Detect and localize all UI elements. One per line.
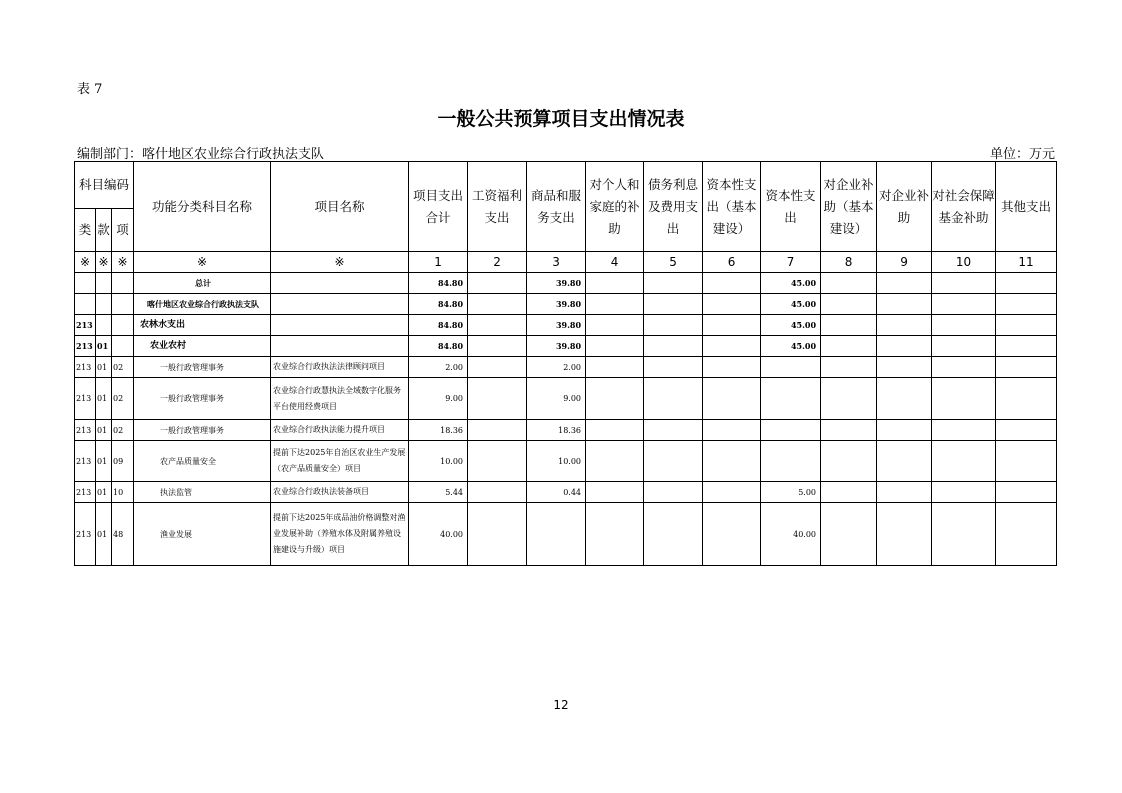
- value-cell: 45.00: [761, 294, 821, 315]
- value-cell: 5.44: [409, 482, 468, 503]
- table-body: [75, 273, 1057, 566]
- xiang-cell: [112, 294, 134, 315]
- value-cell: [761, 378, 821, 420]
- index-cell: 11: [996, 252, 1057, 273]
- value-cell: [703, 482, 761, 503]
- unit-label: 单位：万元: [990, 147, 1056, 162]
- value-cell: 0.44: [527, 482, 586, 503]
- col-header: 对个人和家庭的补助: [586, 162, 644, 252]
- proj-name-cell: [271, 294, 409, 315]
- value-cell: [932, 357, 996, 378]
- xiang-cell: [112, 315, 134, 336]
- value-cell: [877, 503, 932, 566]
- table-row: [75, 273, 1057, 294]
- func-name-header: 功能分类科目名称: [134, 162, 271, 252]
- proj-name-cell: 提前下达2025年自治区农业生产发展（农产品质量安全）项目: [271, 441, 409, 482]
- index-cell: 9: [877, 252, 932, 273]
- value-cell: [468, 357, 527, 378]
- value-cell: [586, 420, 644, 441]
- col-header: 其他支出: [996, 162, 1057, 252]
- lei-header: 类: [75, 209, 96, 252]
- value-cell: [996, 420, 1057, 441]
- table-row: [75, 420, 1057, 441]
- value-cell: [821, 420, 877, 441]
- value-cell: 84.80: [409, 294, 468, 315]
- value-cell: 45.00: [761, 273, 821, 294]
- value-cell: [586, 315, 644, 336]
- index-cell: 10: [932, 252, 996, 273]
- col-header: 项目支出合计: [409, 162, 468, 252]
- func-name-cell: 喀什地区农业综合行政执法支队: [134, 294, 271, 315]
- col-header: 对企业补助（基本建设）: [821, 162, 877, 252]
- mark-cell: ※: [134, 252, 271, 273]
- value-cell: [703, 420, 761, 441]
- func-name-cell: 农业农村: [134, 336, 271, 357]
- xiang-cell: 02: [112, 357, 134, 378]
- value-cell: [821, 294, 877, 315]
- lei-cell: 213: [75, 315, 96, 336]
- mark-cell: ※: [96, 252, 112, 273]
- index-cell: 8: [821, 252, 877, 273]
- value-cell: 40.00: [409, 503, 468, 566]
- value-cell: 84.80: [409, 273, 468, 294]
- mark-cell: ※: [271, 252, 409, 273]
- value-cell: [996, 315, 1057, 336]
- value-cell: [996, 336, 1057, 357]
- func-name-cell: 执法监管: [134, 482, 271, 503]
- value-cell: [586, 273, 644, 294]
- col-header: 债务利息及费用支出: [644, 162, 703, 252]
- value-cell: [877, 294, 932, 315]
- value-cell: [996, 441, 1057, 482]
- value-cell: 39.80: [527, 336, 586, 357]
- value-cell: [468, 420, 527, 441]
- table-row: [75, 336, 1057, 357]
- kuan-cell: 01: [96, 420, 112, 441]
- value-cell: [644, 378, 703, 420]
- value-cell: [821, 482, 877, 503]
- func-name-cell: 总计: [134, 273, 271, 294]
- value-cell: [644, 315, 703, 336]
- value-cell: [932, 378, 996, 420]
- table-row: [75, 294, 1057, 315]
- value-cell: [821, 378, 877, 420]
- value-cell: [703, 336, 761, 357]
- value-cell: 40.00: [761, 503, 821, 566]
- value-cell: 39.80: [527, 315, 586, 336]
- lei-cell: 213: [75, 482, 96, 503]
- value-cell: [821, 315, 877, 336]
- value-cell: [468, 273, 527, 294]
- func-name-cell: 一般行政管理事务: [134, 357, 271, 378]
- department-label: 编制部门：喀什地区农业综合行政执法支队: [77, 147, 325, 162]
- xiang-cell: 48: [112, 503, 134, 566]
- value-cell: 18.36: [409, 420, 468, 441]
- value-cell: [761, 357, 821, 378]
- table-row: [75, 378, 1057, 420]
- value-cell: [703, 315, 761, 336]
- lei-cell: 213: [75, 441, 96, 482]
- value-cell: [877, 420, 932, 441]
- value-cell: [877, 378, 932, 420]
- value-cell: 10.00: [409, 441, 468, 482]
- value-cell: [703, 378, 761, 420]
- value-cell: [644, 357, 703, 378]
- xiang-cell: 02: [112, 420, 134, 441]
- value-cell: 39.80: [527, 294, 586, 315]
- kuan-header: 款: [96, 209, 112, 252]
- func-name-cell: 一般行政管理事务: [134, 420, 271, 441]
- col-header: 工资福利支出: [468, 162, 527, 252]
- value-cell: [877, 357, 932, 378]
- value-cell: [644, 482, 703, 503]
- value-cell: [644, 294, 703, 315]
- page-number: 12: [553, 698, 569, 712]
- value-cell: [821, 441, 877, 482]
- kuan-cell: 01: [96, 482, 112, 503]
- value-cell: 84.80: [409, 315, 468, 336]
- table-row: [75, 441, 1057, 482]
- col-header: 商品和服务支出: [527, 162, 586, 252]
- expenditure-table: [74, 161, 1057, 566]
- value-cell: [877, 441, 932, 482]
- value-cell: [586, 441, 644, 482]
- proj-name-cell: [271, 315, 409, 336]
- value-cell: 45.00: [761, 336, 821, 357]
- value-cell: 2.00: [409, 357, 468, 378]
- value-cell: [932, 294, 996, 315]
- value-cell: [996, 294, 1057, 315]
- value-cell: [468, 378, 527, 420]
- value-cell: [644, 336, 703, 357]
- kuan-cell: 01: [96, 503, 112, 566]
- index-cell: 6: [703, 252, 761, 273]
- value-cell: [527, 503, 586, 566]
- index-row: [75, 252, 1057, 273]
- value-cell: [821, 503, 877, 566]
- kuan-cell: 01: [96, 378, 112, 420]
- index-cell: 7: [761, 252, 821, 273]
- value-cell: [586, 378, 644, 420]
- lei-cell: 213: [75, 336, 96, 357]
- func-name-cell: 农产品质量安全: [134, 441, 271, 482]
- value-cell: [468, 503, 527, 566]
- value-cell: [644, 503, 703, 566]
- proj-name-cell: [271, 273, 409, 294]
- index-cell: 5: [644, 252, 703, 273]
- func-name-cell: 农林水支出: [134, 315, 271, 336]
- table-number: 表 7: [77, 82, 103, 97]
- lei-cell: 213: [75, 420, 96, 441]
- lei-cell: 213: [75, 357, 96, 378]
- value-cell: [996, 273, 1057, 294]
- value-cell: 9.00: [527, 378, 586, 420]
- value-cell: [586, 294, 644, 315]
- value-cell: 39.80: [527, 273, 586, 294]
- value-cell: [468, 294, 527, 315]
- value-cell: [996, 357, 1057, 378]
- header-row: [75, 162, 1057, 209]
- proj-name-cell: [271, 336, 409, 357]
- value-cell: [932, 315, 996, 336]
- kuan-cell: 01: [96, 441, 112, 482]
- value-cell: [468, 482, 527, 503]
- value-cell: [468, 315, 527, 336]
- subject-code-header: 科目编码: [75, 162, 134, 209]
- value-cell: [877, 315, 932, 336]
- proj-name-cell: 提前下达2025年成品油价格调整对渔业发展补助（养殖水体及附属养殖设施建设与升级）项目: [271, 503, 409, 566]
- value-cell: [877, 482, 932, 503]
- value-cell: [996, 482, 1057, 503]
- proj-name-cell: 农业综合行政执法法律顾问项目: [271, 357, 409, 378]
- value-cell: [932, 420, 996, 441]
- lei-cell: [75, 294, 96, 315]
- value-cell: 10.00: [527, 441, 586, 482]
- value-cell: [468, 336, 527, 357]
- col-header: 对企业补助: [877, 162, 932, 252]
- value-cell: [644, 273, 703, 294]
- kuan-cell: [96, 294, 112, 315]
- col-header: 资本性支出（基本建设）: [703, 162, 761, 252]
- value-cell: [468, 441, 527, 482]
- value-cell: [932, 441, 996, 482]
- value-cell: [703, 294, 761, 315]
- value-cell: [821, 336, 877, 357]
- value-cell: 18.36: [527, 420, 586, 441]
- lei-cell: 213: [75, 503, 96, 566]
- xiang-cell: 09: [112, 441, 134, 482]
- table-row: [75, 315, 1057, 336]
- value-cell: [703, 357, 761, 378]
- xiang-header: 项: [112, 209, 134, 252]
- value-cell: [644, 420, 703, 441]
- value-cell: 5.00: [761, 482, 821, 503]
- lei-cell: 213: [75, 378, 96, 420]
- value-cell: [821, 357, 877, 378]
- index-cell: 3: [527, 252, 586, 273]
- table-row: [75, 357, 1057, 378]
- kuan-cell: 01: [96, 357, 112, 378]
- kuan-cell: 01: [96, 336, 112, 357]
- value-cell: [996, 378, 1057, 420]
- value-cell: [586, 482, 644, 503]
- col-header: 资本性支出: [761, 162, 821, 252]
- col-header: 对社会保障基金补助: [932, 162, 996, 252]
- value-cell: [932, 482, 996, 503]
- value-cell: [644, 441, 703, 482]
- value-cell: [761, 420, 821, 441]
- value-cell: [996, 503, 1057, 566]
- index-cell: 4: [586, 252, 644, 273]
- value-cell: 84.80: [409, 336, 468, 357]
- page-title: 一般公共预算项目支出情况表: [437, 108, 685, 130]
- value-cell: [877, 273, 932, 294]
- value-cell: [586, 336, 644, 357]
- proj-name-header: 项目名称: [271, 162, 409, 252]
- value-cell: 45.00: [761, 315, 821, 336]
- proj-name-cell: 农业综合行政执法装备项目: [271, 482, 409, 503]
- value-cell: [703, 441, 761, 482]
- value-cell: [703, 273, 761, 294]
- lei-cell: [75, 273, 96, 294]
- mark-cell: ※: [75, 252, 96, 273]
- proj-name-cell: 农业综合行政慧执法全域数字化服务平台使用经费项目: [271, 378, 409, 420]
- value-cell: 9.00: [409, 378, 468, 420]
- kuan-cell: [96, 315, 112, 336]
- xiang-cell: 02: [112, 378, 134, 420]
- index-cell: 1: [409, 252, 468, 273]
- func-name-cell: 渔业发展: [134, 503, 271, 566]
- proj-name-cell: 农业综合行政执法能力提升项目: [271, 420, 409, 441]
- value-cell: [932, 273, 996, 294]
- xiang-cell: [112, 273, 134, 294]
- kuan-cell: [96, 273, 112, 294]
- xiang-cell: 10: [112, 482, 134, 503]
- value-cell: [821, 273, 877, 294]
- value-cell: [877, 336, 932, 357]
- table-row: [75, 503, 1057, 566]
- value-cell: 2.00: [527, 357, 586, 378]
- value-cell: [586, 503, 644, 566]
- value-cell: [586, 357, 644, 378]
- table-row: [75, 482, 1057, 503]
- value-cell: [932, 503, 996, 566]
- value-cell: [761, 441, 821, 482]
- value-cell: [932, 336, 996, 357]
- mark-cell: ※: [112, 252, 134, 273]
- value-cell: [703, 503, 761, 566]
- index-cell: 2: [468, 252, 527, 273]
- xiang-cell: [112, 336, 134, 357]
- func-name-cell: 一般行政管理事务: [134, 378, 271, 420]
